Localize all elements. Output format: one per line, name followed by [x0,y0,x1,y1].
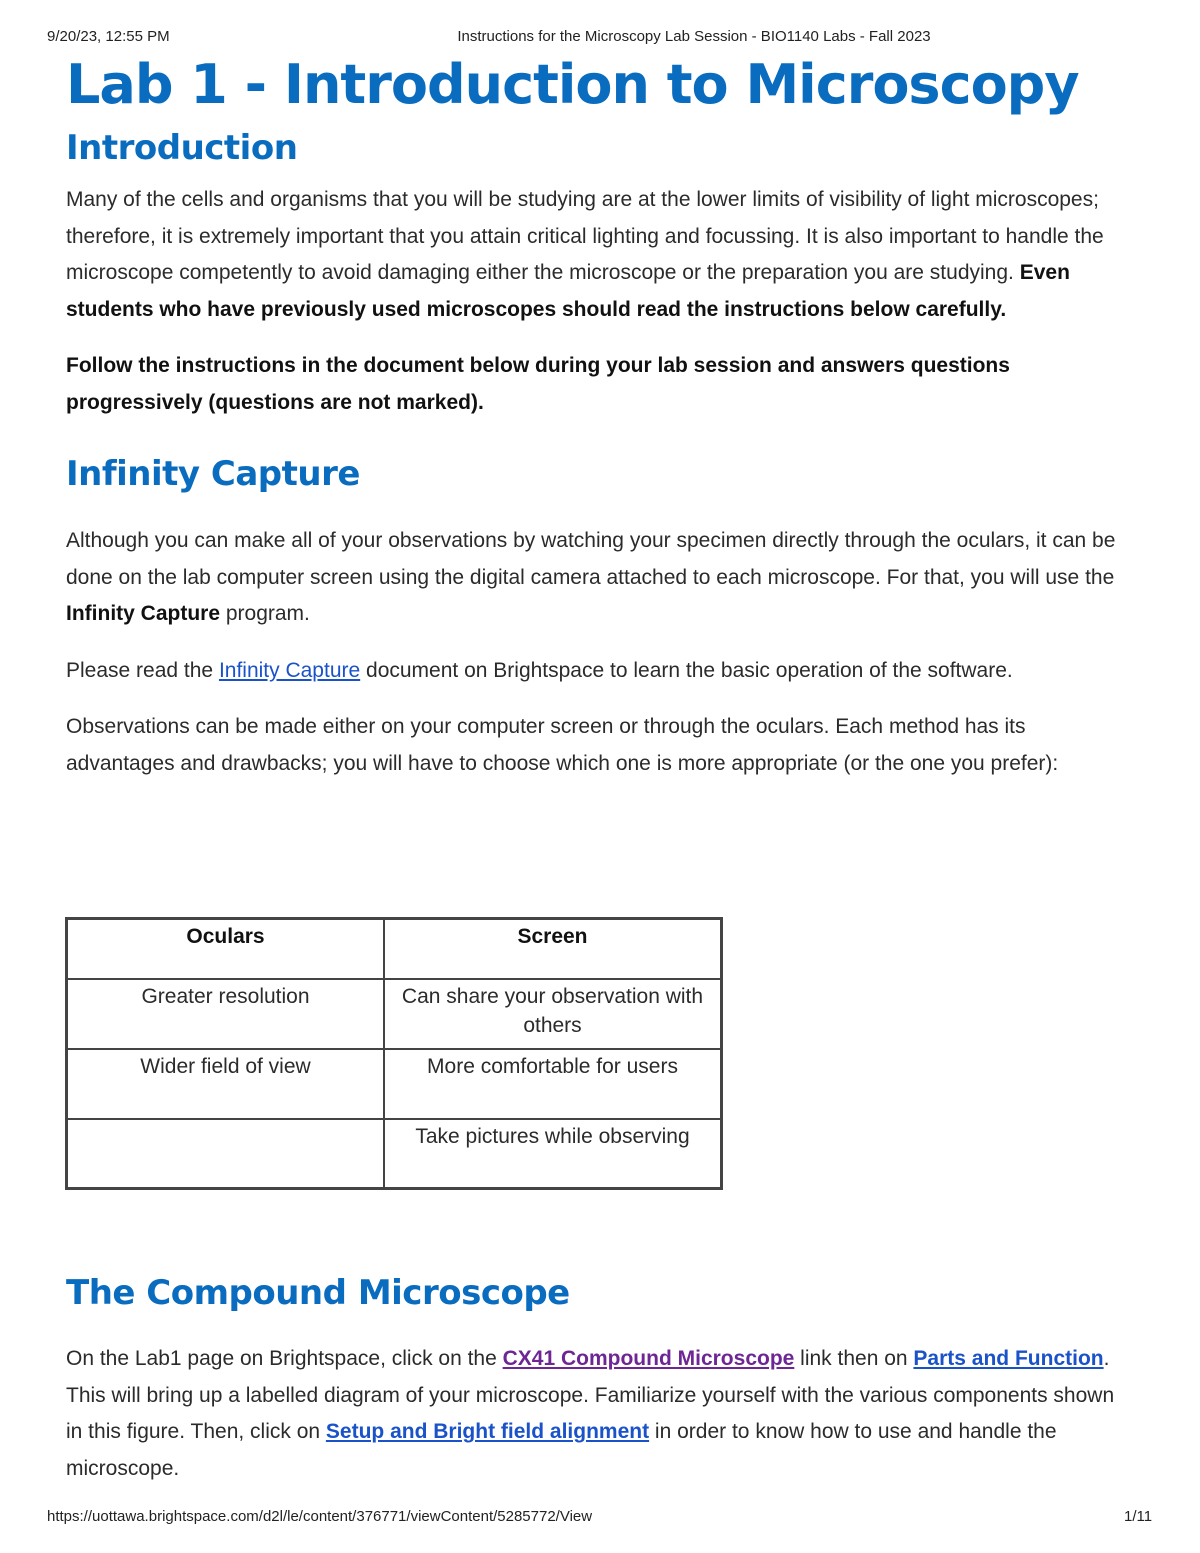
compound-text-4: in order to know how to use and handle the microscope. [66,1420,1057,1480]
table-cell: More comfortable for users [384,1049,722,1119]
introduction-text: Many of the cells and organisms that you will be studying are at the lower limits of visibility of light microscopes; therefore, it is extremely important that you attain critical lighting and focussing. It is also important to handle the microscope competently to avoid damaging either the microscope or the preparation you are studying. [66,188,1104,284]
compound-text-1: On the Lab1 page on Brightspace, click on the [66,1347,503,1370]
print-page-title: Instructions for the Microscopy Lab Session - BIO1140 Labs - Fall 2023 [457,28,931,45]
table-header-row [67,919,722,979]
infinity-text-b: program. [220,602,310,625]
compound-section [66,1268,1136,1487]
introduction-bold-note: Even students who have previously used microscopes should read the instructions below carefully. [66,261,1070,321]
page-counter: 1/11 [1124,1508,1153,1525]
document-content [66,50,1136,782]
infinity-capture-heading: Infinity Capture [66,454,360,494]
compound-text-3: . This will bring up a labelled diagram of your microscope. Familiarize yourself with the various components shown in this figure. Then, click on [66,1347,1115,1443]
compound-text-2: link then on [794,1347,914,1370]
print-url: https://uottawa.brightspace.com/d2l/le/content/376771/viewContent/5285772/View [47,1508,593,1525]
infinity-read-text-b: document on Brightspace to learn the basic operation of the software. [360,658,1013,682]
table-cell: Greater resolution [67,979,385,1049]
infinity-program-name: Infinity Capture [66,602,221,625]
print-header [0,28,1200,48]
parts-and-function-link[interactable]: Parts and Function [913,1347,1104,1370]
infinity-paragraph-1 [66,523,1136,633]
infinity-text-a: Although you can make all of your observations by watching your specimen directly through the oculars, it can be done on the lab computer screen using the digital camera attached to each microscope. For that, you will use the [66,529,1116,589]
page-title: Lab 1 - Introduction to Microscopy [66,53,1079,116]
instructions-paragraph [66,348,1136,421]
table-header-screen: Screen [384,919,722,979]
table-header-oculars: Oculars [67,919,385,979]
setup-bright-field-link[interactable]: Setup and Bright field alignment [325,1420,650,1443]
compound-microscope-heading: The Compound Microscope [66,1273,570,1313]
comparison-table [65,917,723,1190]
introduction-heading: Introduction [66,128,298,168]
table-row [67,1049,722,1119]
compound-paragraph [66,1341,1136,1487]
table-row [67,979,722,1049]
cx41-microscope-link[interactable]: CX41 Compound Microscope [502,1347,795,1370]
instructions-bold: Follow the instructions in the document below during your lab session and answers questions progressively (questions are not marked). [66,354,1010,414]
table-cell: Can share your observation with others [384,979,722,1049]
infinity-paragraph-2 [66,653,1136,690]
table-cell [67,1119,385,1189]
infinity-read-text-a: Please read the [66,658,219,682]
infinity-capture-link[interactable]: Infinity Capture [218,658,361,682]
table-row [67,1119,722,1189]
observations-paragraph: Observations can be made either on your computer screen or through the oculars. Each method has its advantages and drawbacks; you will have to choose which one is more appropriate (or the one you prefer): [66,715,1059,775]
table-cell: Take pictures while observing [384,1119,722,1189]
introduction-paragraph [66,182,1136,328]
table-cell: Wider field of view [67,1049,385,1119]
print-date: 9/20/23, 12:55 PM [47,28,170,45]
